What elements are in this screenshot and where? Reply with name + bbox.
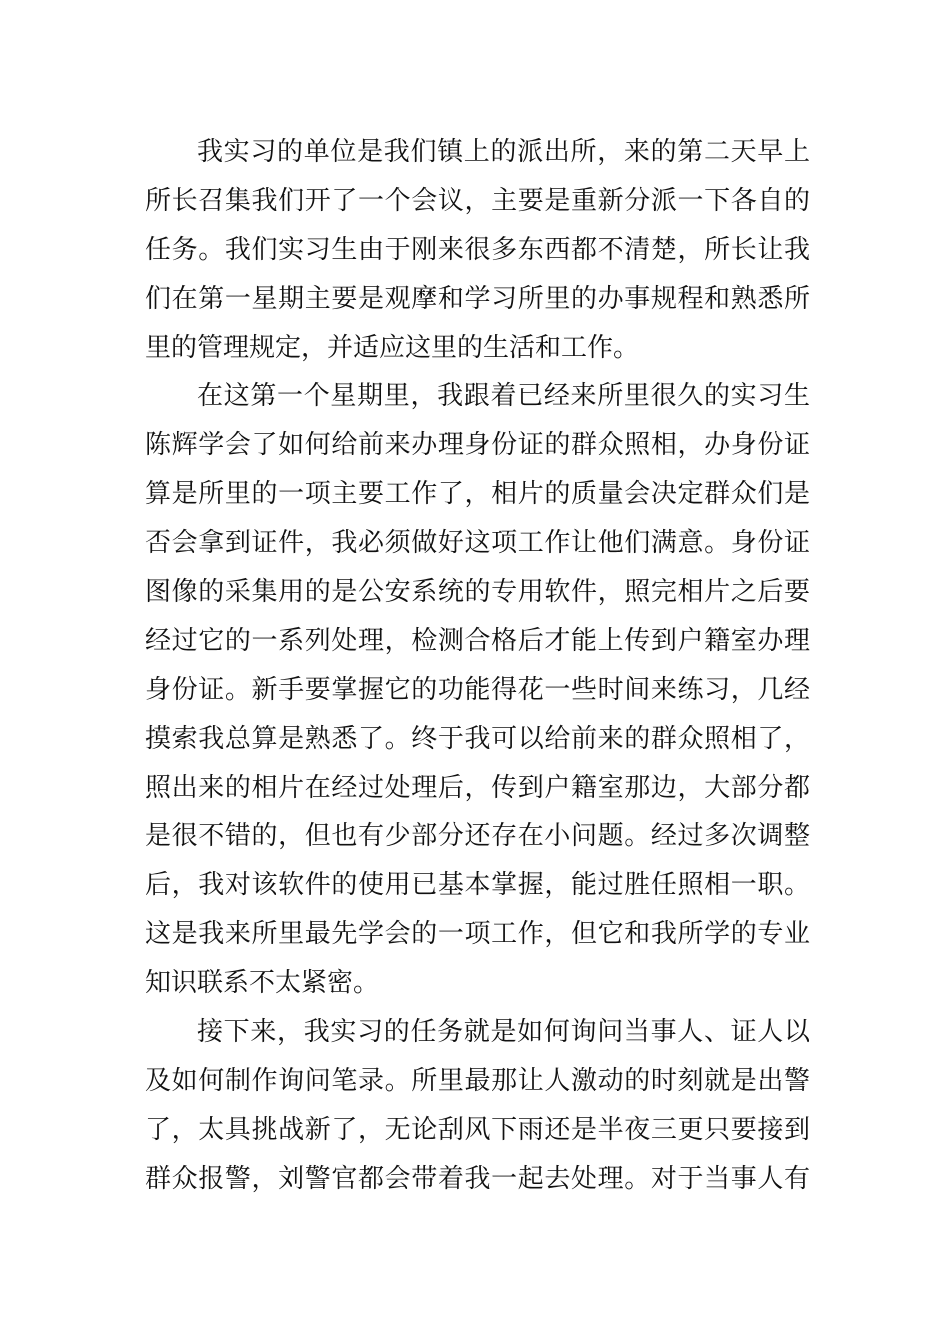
text-line: 身份证。新手要掌握它的功能得花一些时间来练习，几经 bbox=[145, 674, 810, 705]
text-line: 摸索我总算是熟悉了。终于我可以给前来的群众照相了， bbox=[145, 723, 810, 754]
paragraph-2 bbox=[145, 372, 810, 1008]
text-line: 群众报警，刘警官都会带着我一起去处理。对于当事人有 bbox=[145, 1163, 810, 1194]
text-line: 任务。我们实习生由于刚来很多东西都不清楚，所长让我 bbox=[145, 234, 810, 265]
text-line: 接下来，我实习的任务就是如何询问当事人、证人以 bbox=[197, 1017, 810, 1048]
paragraph-3 bbox=[145, 1008, 810, 1204]
text-line: 算是所里的一项主要工作了，相片的质量会决定群众们是 bbox=[145, 479, 810, 510]
text-line: 所长召集我们开了一个会议，主要是重新分派一下各自的 bbox=[145, 185, 810, 216]
text-line: 里的管理规定，并适应这里的生活和工作。 bbox=[145, 332, 640, 363]
text-line: 图像的采集用的是公安系统的专用软件，照完相片之后要 bbox=[145, 577, 810, 608]
text-line: 否会拿到证件，我必须做好这项工作让他们满意。身份证 bbox=[145, 528, 810, 559]
text-line: 经过它的一系列处理，检测合格后才能上传到户籍室办理 bbox=[145, 625, 810, 656]
text-line: 在这第一个星期里，我跟着已经来所里很久的实习生 bbox=[197, 381, 810, 412]
paragraph-1 bbox=[145, 128, 810, 372]
text-line: 及如何制作询问笔录。所里最那让人激动的时刻就是出警 bbox=[145, 1065, 810, 1096]
text-line: 后，我对该软件的使用已基本掌握，能过胜任照相一职。 bbox=[145, 870, 810, 901]
text-line: 陈辉学会了如何给前来办理身份证的群众照相，办身份证 bbox=[145, 430, 810, 461]
text-line: 这是我来所里最先学会的一项工作，但它和我所学的专业 bbox=[145, 919, 810, 950]
text-line: 了，太具挑战新了，无论刮风下雨还是半夜三更只要接到 bbox=[145, 1114, 810, 1145]
text-line: 们在第一星期主要是观摩和学习所里的办事规程和熟悉所 bbox=[145, 283, 810, 314]
text-line: 照出来的相片在经过处理后，传到户籍室那边，大部分都 bbox=[145, 772, 810, 803]
text-line: 我实习的单位是我们镇上的派出所，来的第二天早上 bbox=[197, 137, 810, 167]
document-body bbox=[145, 128, 810, 1204]
text-line: 是很不错的，但也有少部分还存在小问题。经过多次调整 bbox=[145, 821, 810, 852]
text-line: 知识联系不太紧密。 bbox=[145, 968, 380, 999]
